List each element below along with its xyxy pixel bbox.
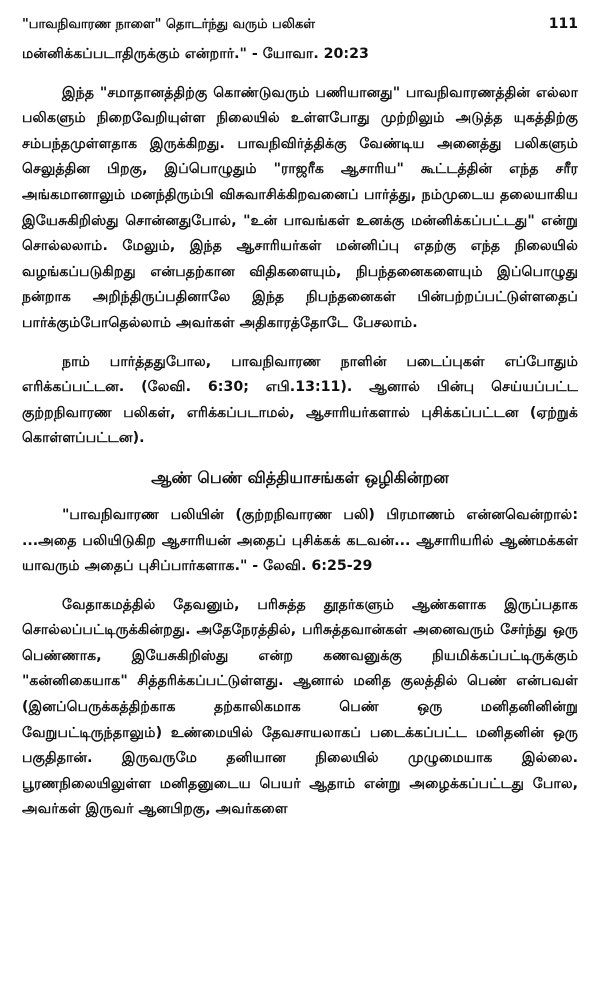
paragraph-gap: [22, 580, 578, 593]
section-heading: ஆண் பெண் வித்தியாசங்கள் ஒழிகின்றன: [151, 467, 449, 487]
paragraph-gap: [22, 337, 578, 350]
paragraph-law-quote: "பாவநிவாரண பலியின் (குற்றநிவாரண பலி) பிரமாணம் என்னவென்றால்: ...அதை பலியிடுகிற ஆசாரியன் அதைப் புசிக்கக் கடவன்... ஆசாரியரில் ஆண்மக்கள் யாவரும் அதைப் புசிப்பார்களாக." - லேவி. 6:25-29: [22, 506, 578, 575]
paragraph-sacrifices-burned: நாம் பார்த்ததுபோல, பாவநிவாரண நாளின் படைப்புகள் எப்போதும் எரிக்கப்பட்டன. (லேவி. 6:30; எபி.13:11). ஆனால் பின்பு செய்யப்பட்ட குற்றநிவாரண பலிகள், எரிக்கப்படாமல், ஆசாரியர்களால் புசிக்கப்பட்டன (ஏற்றுக் கொள்ளப்பட்டன).: [22, 353, 578, 447]
paragraph-gender: வேதாகமத்தில் தேவனும், பரிசுத்த தூதர்களும் ஆண்களாக இருப்பதாக சொல்லப்பட்டிருக்கின்றது. அதேநேரத்தில், பரிசுத்தவான்கள் அனைவரும் சேர்ந்து ஒரு பெண்ணாக, இயேசுகிறிஸ்து என்ற கணவனுக்கு நியமிக்கப்பட்டிருக்கும் "கன்னிகையாக" சித்தரிக்கப்பட்டுள்ளது. ஆனால் மனித குலத்தில் பெண் என்பவள் (இனப்பெருக்கத்திற்காக தற்காலிகமாக பெண் ஒரு மனிதனினின்று வேறுபட்டிருந்தாலும்) உண்மையில் தேவசாயலாகப் படைக்கப்பட்ட மனிதனின் ஒரு பகுதிதான். இருவருமே தனியான நிலையில் முழுமையாக இல்லை. பூரணநிலையிலுள்ள மனிதனுடைய பெயர் ஆதாம் என்று அழைக்கப்பட்டது போல, அவர்கள் இருவர் ஆனபிறகு, அவர்களை: [22, 596, 578, 818]
paragraph-reconciliation: இந்த "சமாதானத்திற்கு கொண்டுவரும் பணியானது" பாவநிவாரணத்தின் எல்லா பலிகளும் நிறைவேறியுள்ள நிலையில் உள்ளபோது முற்றிலும் அடுத்த யுகத்திற்கு சம்பந்தமுள்ளதாக இருக்கிறது. பாவநிவிர்த்திக்கு வேண்டிய அனைத்து பலிகளும் செலுத்தின பிறகு, இப்பொழுதும் "ராஜரீக ஆசாரிய" கூட்டத்தின் எந்த சரீர அங்கமானாலும் மனந்திரும்பி விசுவாசிக்கிறவனைப் பார்த்து, நம்முடைய தலையாகிய இயேசுகிறிஸ்து சொன்னதுபோல், "உன் பாவங்கள் உனக்கு மன்னிக்கப்பட்டது" என்று சொல்லலாம். மேலும், இந்த ஆசாரியர்கள் மன்னிப்பு எதற்கு எந்த நிலையில் வழங்கப்படுகிறது என்பதற்கான விதிகளையும், நிபந்தனைகளையும் இப்பொழுது நன்றாக அறிந்திருப்பதினாலே இந்த நிபந்தனைகள் பின்பற்றப்பட்டுள்ளதைப் பார்க்கும்போதெல்லாம் அவர்கள் அதிகாரத்தோடே பேசலாம்.: [22, 84, 578, 331]
running-header: [22, 16, 578, 42]
paragraph-continuation: மன்னிக்கப்படாதிருக்கும் என்றார்." - யோவா. 20:23: [22, 46, 369, 62]
paragraph-gap: [22, 68, 578, 81]
running-header-title: "பாவநிவாரண நாளை" தொடர்ந்து வரும் பலிகள்: [22, 17, 316, 32]
page-number: 111: [548, 16, 578, 32]
